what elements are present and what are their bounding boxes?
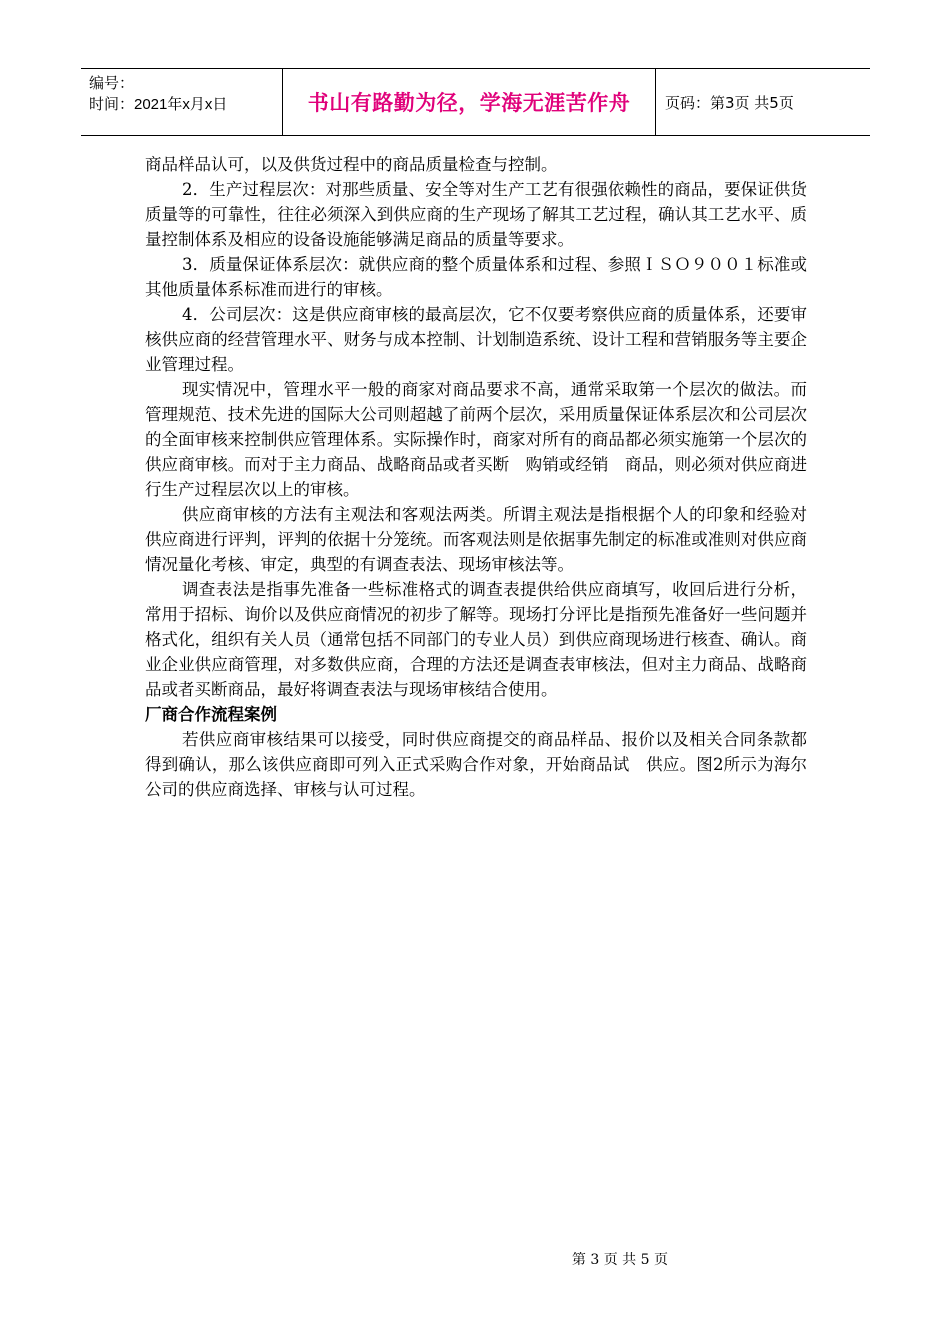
header-page-cell xyxy=(656,69,870,135)
header-table xyxy=(81,68,870,136)
body-paragraph: 现实情况中，管理水平一般的商家对商品要求不高，通常采取第一个层次的做法。而管理规范、技术先进的国际大公司则超越了前两个层次，采用质量保证体系层次和公司层次的全面审核来控制供应管理体系。实际操作时，商家对所有的商品都必须实施第一个层次的供应商审核。而对于主力商品、战略商品或者买断 购销或经销 商品，则必须对供应商进行生产过程层次以上的审核。 xyxy=(145,380,807,499)
body-paragraph: 调查表法是指事先准备一些标准格式的调查表提供给供应商填写，收回后进行分析，常用于招标、询价以及供应商情况的初步了解等。现场打分评比是指预先准备好一些问题并格式化，组织有关人员（通常包括不同部门的专业人员）到供应商现场进行核查、确认。商业企业供应商管理，对多数供应商，合理的方法还是调查表审核法，但对主力商品、战略商品或者买断商品，最好将调查表法与现场审核结合使用。 xyxy=(145,580,807,699)
section-heading: 厂商合作流程案例 xyxy=(145,705,277,724)
header-meta-cell xyxy=(81,69,282,135)
document-number-label: 编号： xyxy=(89,75,135,92)
body-paragraph: 商品样品认可，以及供货过程中的商品质量检查与控制。 xyxy=(145,155,558,174)
body-paragraph: 4．公司层次：这是供应商审核的最高层次，它不仅要考察供应商的质量体系，还要审核供应商的经营管理水平、财务与成本控制、计划制造系统、设计工程和营销服务等主要企业管理过程。 xyxy=(145,305,807,374)
header-page-label: 页码：第3页 共5页 xyxy=(665,93,794,112)
header-motto-cell xyxy=(282,69,656,135)
document-time-label: 时间：2021年x月x日 xyxy=(89,96,228,113)
page-footer: 第 3 页 共 5 页 xyxy=(571,1252,668,1268)
body-paragraph: 供应商审核的方法有主观法和客观法两类。所谓主观法是指根据个人的印象和经验对供应商进行评判，评判的依据十分笼统。而客观法则是依据事先制定的标准或准则对供应商情况量化考核、审定，典型的有调查表法、现场审核法等。 xyxy=(145,505,807,574)
body-paragraph: 3．质量保证体系层次：就供应商的整个质量体系和过程、参照ＩＳＯ９００１标准或其他质量体系标准而进行的审核。 xyxy=(145,255,807,299)
header-motto: 书山有路勤为径，学海无涯苦作舟 xyxy=(307,91,631,115)
body-paragraph: 若供应商审核结果可以接受，同时供应商提交的商品样品、报价以及相关合同条款都得到确认，那么该供应商即可列入正式采购合作对象，开始商品试 供应。图2所示为海尔公司的供应商选择、审核与认可过程。 xyxy=(145,730,807,799)
body-paragraph: 2．生产过程层次：对那些质量、安全等对生产工艺有很强依赖性的商品，要保证供货质量等的可靠性，往往必须深入到供应商的生产现场了解其工艺过程，确认其工艺水平、质量控制体系及相应的设备设施能够满足商品的质量等要求。 xyxy=(145,180,807,249)
document-body xyxy=(145,152,807,802)
